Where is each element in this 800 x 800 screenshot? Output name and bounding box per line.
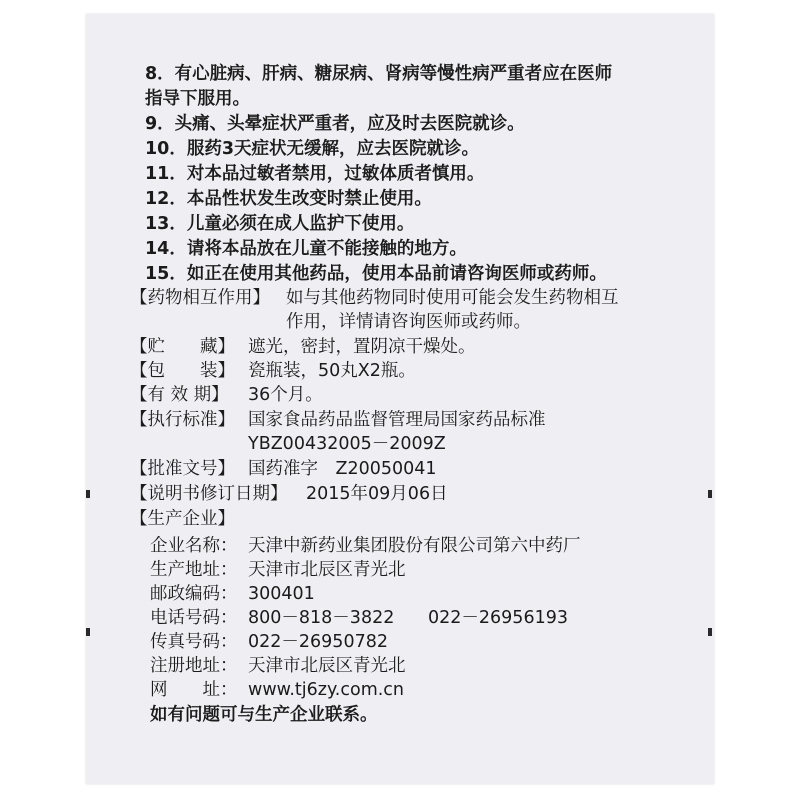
precaution-15: 15．如正在使用其他药品，使用本品前请咨询医师或药师。 [145, 264, 607, 284]
package-text: 瓷瓶装，50丸X2瓶。 [248, 361, 416, 381]
precaution-9: 9．头痛、头晕症状严重者，应及时去医院就诊。 [145, 114, 525, 134]
approval-label: 【批准文号】 [130, 459, 235, 479]
validity-text: 36个月。 [248, 385, 323, 405]
precaution-11: 11．对本品过敏者禁用，过敏体质者慎用。 [145, 164, 485, 184]
package-label: 【包 装】 [130, 361, 235, 381]
precaution-8-line1: 8．有心脏病、肝病、糖尿病、肾病等慢性病严重者应在医师 [145, 64, 613, 84]
approval-text: 国药准字 Z20050041 [248, 459, 437, 479]
manufacturer-phone-label: 电话号码： [150, 608, 238, 628]
manufacturer-name: 天津中新药业集团股份有限公司第六中药厂 [248, 536, 581, 556]
standard-text-2: YBZ00432005－2009Z [248, 434, 446, 454]
standard-label: 【执行标准】 [130, 410, 235, 430]
interactions-text-2: 作用，详情请咨询医师或药师。 [286, 312, 531, 332]
revision-text: 2015年09月06日 [306, 484, 448, 504]
manufacturer-web-label: 网 址： [150, 680, 238, 700]
manufacturer-reg: 天津市北辰区青光北 [248, 656, 406, 676]
storage-label: 【贮 藏】 [130, 337, 235, 357]
standard-text-1: 国家食品药品监督管理局国家药品标准 [248, 410, 546, 430]
revision-label: 【说明书修订日期】 [130, 484, 288, 504]
precaution-12: 12．本品性状发生改变时禁止使用。 [145, 189, 432, 209]
storage-text: 遮光，密封，置阴凉干燥处。 [248, 337, 476, 357]
precaution-13: 13．儿童必须在成人监护下使用。 [145, 214, 415, 234]
manufacturer-phone-2: 022－26956193 [428, 608, 568, 628]
edge-mark-left-1 [86, 490, 90, 498]
manufacturer-zip: 300401 [248, 584, 315, 604]
manufacturer-web: www.tj6zy.com.cn [248, 680, 405, 700]
footer-note: 如有问题可与生产企业联系。 [150, 705, 378, 725]
manufacturer-reg-label: 注册地址： [150, 656, 238, 676]
interactions-label: 【药物相互作用】 [130, 288, 270, 308]
manufacturer-fax: 022－26950782 [248, 632, 388, 652]
manufacturer-name-label: 企业名称： [150, 536, 238, 556]
manufacturer-addr-label: 生产地址： [150, 560, 238, 580]
edge-mark-left-2 [86, 628, 90, 636]
manufacturer-fax-label: 传真号码： [150, 632, 238, 652]
manufacturer-phone-1: 800－818－3822 [248, 608, 395, 628]
edge-mark-right-1 [708, 490, 712, 498]
precaution-8-line2: 指导下服用。 [145, 89, 250, 109]
manufacturer-label: 【生产企业】 [130, 509, 235, 529]
edge-mark-right-2 [708, 628, 712, 636]
manufacturer-zip-label: 邮政编码： [150, 584, 238, 604]
precaution-14: 14．请将本品放在儿童不能接触的地方。 [145, 239, 467, 259]
manufacturer-addr: 天津市北辰区青光北 [248, 560, 406, 580]
validity-label: 【有 效 期】 [130, 385, 229, 405]
precaution-10: 10．服药3天症状无缓解，应去医院就诊。 [145, 139, 480, 159]
interactions-text-1: 如与其他药物同时使用可能会发生药物相互 [286, 288, 619, 308]
